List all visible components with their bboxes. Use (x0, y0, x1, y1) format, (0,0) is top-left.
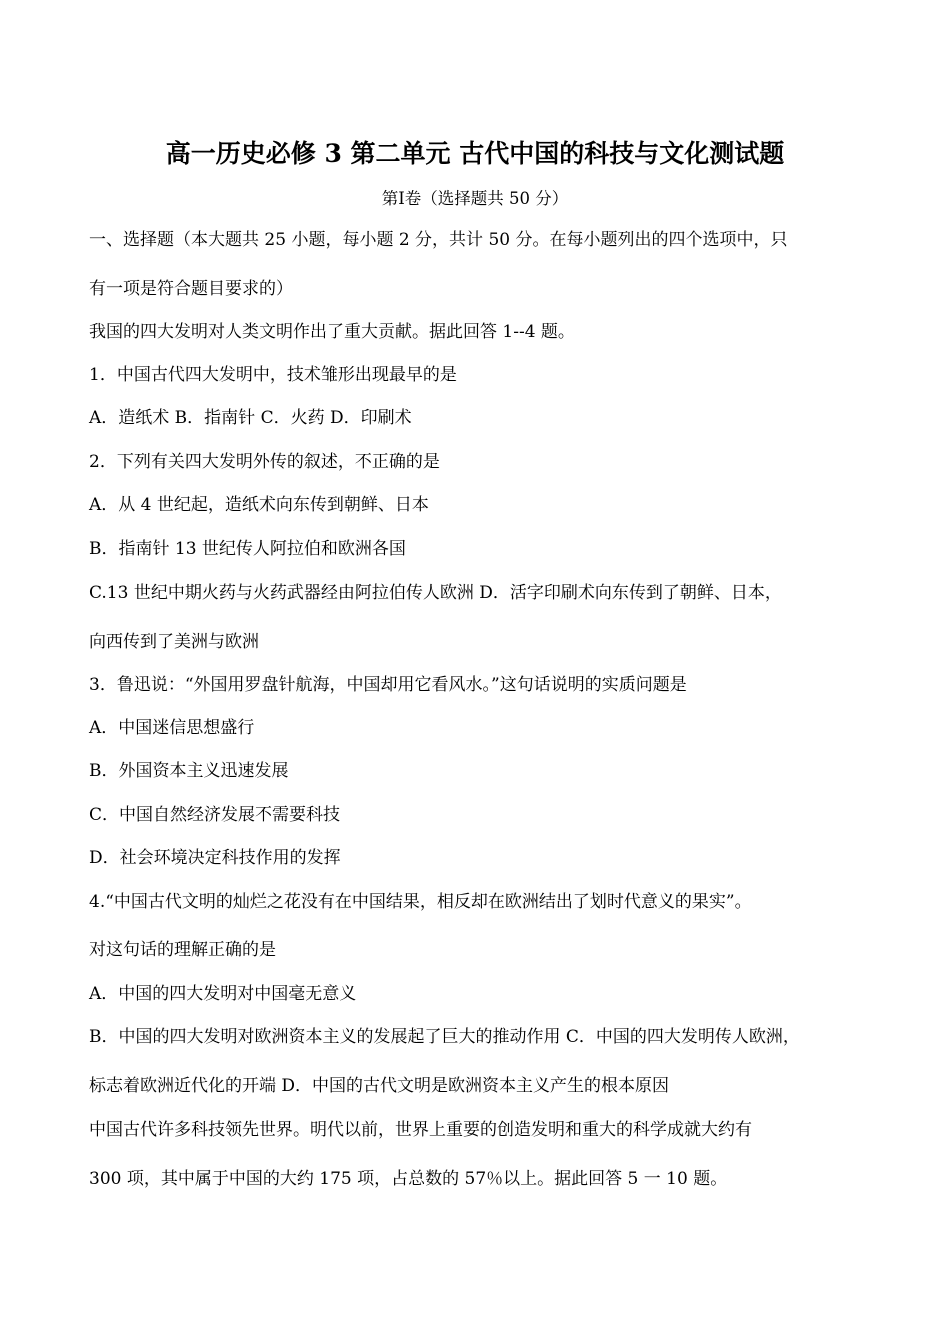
question-3-option-c: C．中国自然经济发展不需要科技 (89, 805, 341, 825)
question-4: 4.“中国古代文明的灿烂之花没有在中国结果，相反却在欧洲结出了划时代意义的果实”。 (89, 892, 752, 912)
context-line: 300 项，其中属于中国的大约 175 项，占总数的 57％以上。据此回答 5 一 10 题。 (89, 1169, 728, 1189)
question-2: 2．下列有关四大发明外传的叙述，不正确的是 (89, 452, 440, 472)
instruction-line: 一、选择题（本大题共 25 小题，每小题 2 分，共计 50 分。在每小题列出的四个选项中，只 (89, 230, 788, 250)
question-4-cont: 对这句话的理解正确的是 (89, 940, 276, 960)
question-2-option-c-d: C.13 世纪中期火药与火药武器经由阿拉伯传人欧洲 D．活字印刷术向东传到了朝鲜、日本， (89, 583, 782, 603)
question-3-option-b: B．外国资本主义迅速发展 (89, 761, 289, 781)
question-2-option-d-cont: 向西传到了美洲与欧洲 (89, 632, 259, 652)
question-2-option-a: A．从 4 世纪起，造纸术向东传到朝鲜、日本 (89, 495, 429, 515)
section-heading: 第Ⅰ卷（选择题共 50 分） (381, 189, 569, 208)
question-3-option-a: A．中国迷信思想盛行 (89, 718, 255, 738)
document-title: 高一历史必修 3 第二单元 古代中国的科技与文化测试题 (165, 139, 785, 168)
question-2-option-b: B．指南针 13 世纪传人阿拉伯和欧洲各国 (89, 539, 406, 559)
question-4-option-b-c: B．中国的四大发明对欧洲资本主义的发展起了巨大的推动作用 C．中国的四大发明传人欧洲， (89, 1027, 800, 1047)
context-line: 中国古代许多科技领先世界。明代以前，世界上重要的创造发明和重大的科学成就大约有 (89, 1120, 752, 1140)
instruction-line: 有一项是符合题目要求的） (89, 279, 293, 299)
question-1-options: A．造纸术 B．指南针 C．火药 D．印刷术 (89, 408, 412, 428)
question-3-option-d: D．社会环境决定科技作用的发挥 (89, 848, 341, 868)
question-4-option-a: A．中国的四大发明对中国毫无意义 (89, 984, 357, 1004)
context-line: 我国的四大发明对人类文明作出了重大贡献。据此回答 1--4 题。 (89, 322, 575, 342)
question-3: 3．鲁迅说：“外国用罗盘针航海，中国却用它看风水。”这句话说明的实质问题是 (89, 675, 687, 695)
question-4-option-c-d: 标志着欧洲近代化的开端 D．中国的古代文明是欧洲资本主义产生的根本原因 (89, 1076, 670, 1096)
question-1: 1．中国古代四大发明中，技术雏形出现最早的是 (89, 365, 457, 385)
